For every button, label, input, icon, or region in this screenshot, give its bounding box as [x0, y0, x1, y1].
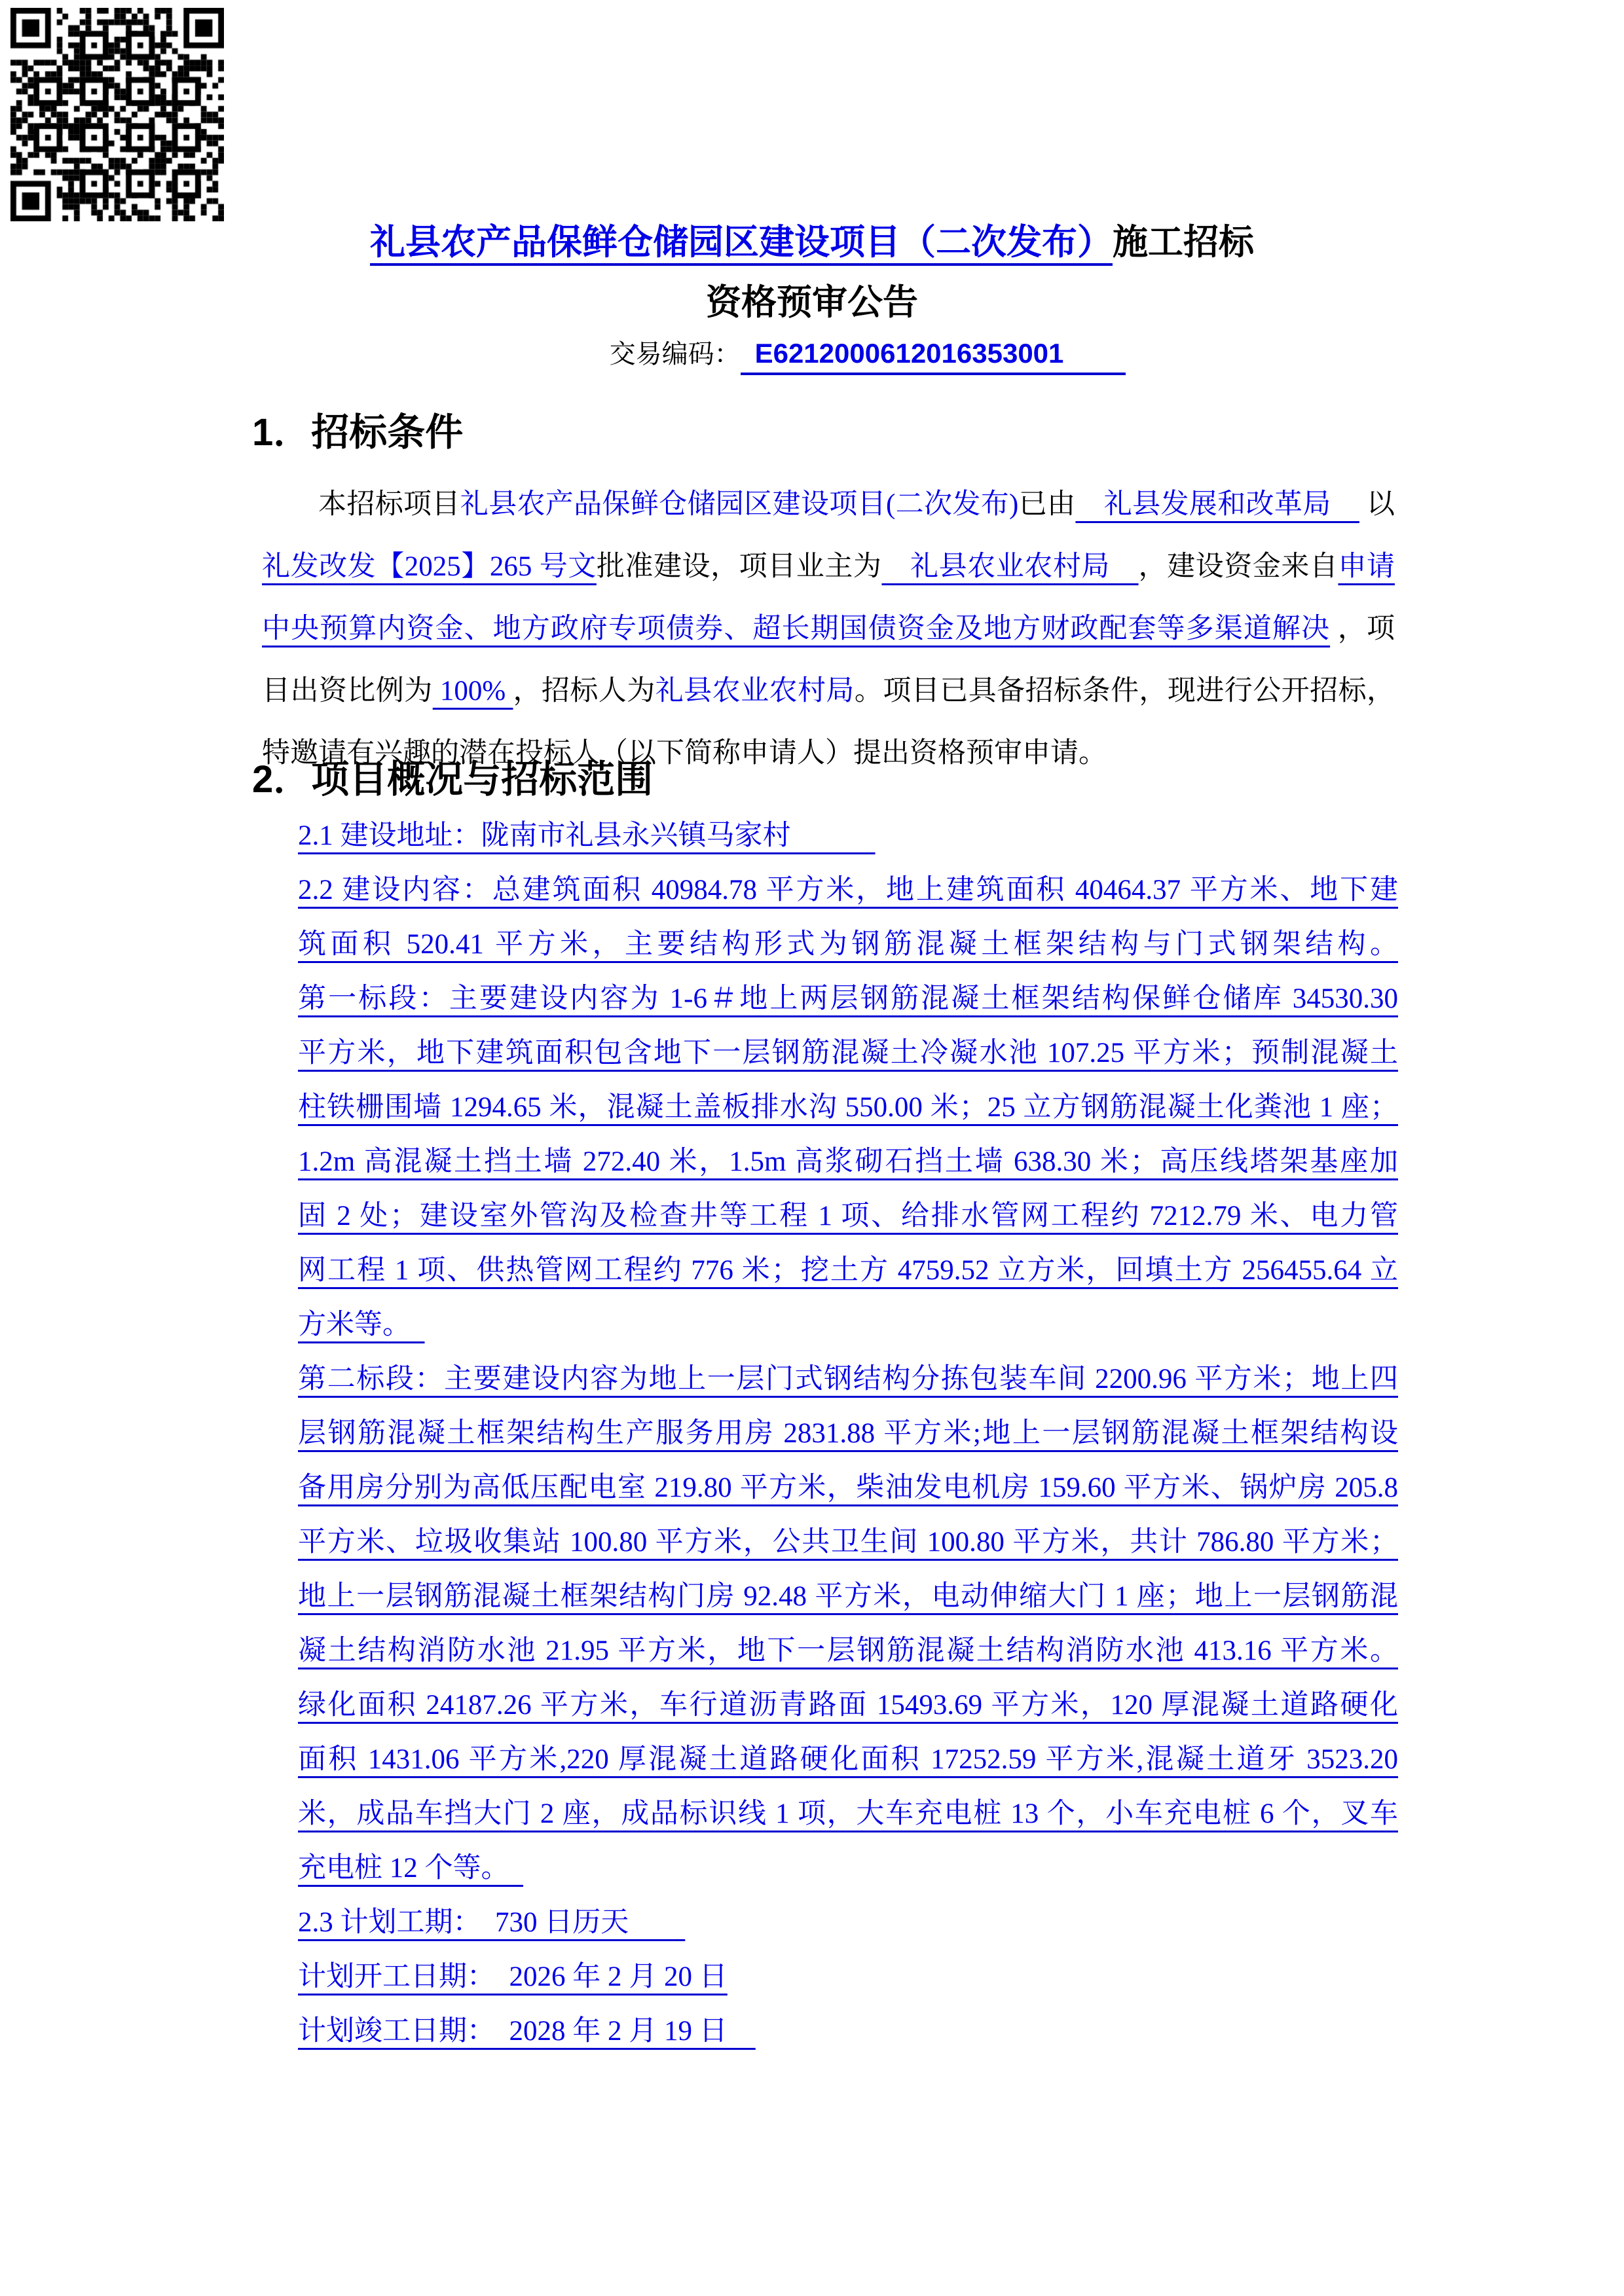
underlined-link-text: 地上一层钢筋混凝土框架结构门房 92.48 平方米，电动伸缩大门 1 座；地上一层钢筋混: [298, 1581, 1398, 1612]
text-line: [262, 660, 1395, 722]
text-line: [298, 1461, 1398, 1515]
text-black: 目出资比例为: [262, 676, 433, 706]
underlined-link-text: 层钢筋混凝土框架结构生产服务用房 2831.88 平方米;地上一层钢筋混凝土框架结构设: [298, 1418, 1398, 1449]
text-line: [298, 1624, 1398, 1678]
underlined-link-text: 固 2 处；建设室外管沟及检查井等工程 1 项、给排水管网工程约 7212.79 米、电力管: [298, 1201, 1398, 1231]
qr-code: [10, 8, 224, 221]
text-line: [298, 1189, 1398, 1243]
text-line: [298, 1243, 1398, 1298]
text-line: [298, 1678, 1398, 1732]
section2-body: [298, 809, 1398, 2058]
underlined-link-text: 礼县发展和改革局: [1075, 489, 1359, 520]
underlined-link-text: 中央预算内资金、地方政府专项债券、超长期国债资金及地方财政配套等多渠道解决: [262, 613, 1331, 644]
underlined-link-text: 计划开工日期： 2026 年 2 月 20 日: [298, 1961, 728, 1992]
underlined-link-text: 申请: [1338, 551, 1395, 582]
underlined-link-text: 2.1 建设地址：陇南市礼县永兴镇马家村: [298, 820, 876, 851]
underlined-link-text: 网工程 1 项、供热管网工程约 776 米；挖土方 4759.52 立方米，回填土方 256455.64 立: [298, 1255, 1398, 1286]
underlined-link-text: 2.2 建设内容：总建筑面积 40984.78 平方米，地上建筑面积 40464.37 平方米、地下建: [298, 875, 1398, 905]
text-line: [298, 1080, 1398, 1135]
underlined-link-text: 备用房分别为高低压配电室 219.80 平方米，柴油发电机房 159.60 平方米、锅炉房 205.8: [298, 1472, 1398, 1503]
title-project-name: 礼县农产品保鲜仓储园区建设项目（二次发布）: [370, 223, 1113, 262]
underlined-link-text: 计划竣工日期： 2028 年 2 月 19 日: [298, 2016, 756, 2047]
text-line: [298, 809, 1398, 863]
document-subtitle: 资格预审公告: [706, 283, 918, 322]
text-line: [298, 1787, 1398, 1841]
text-black: 特邀请有兴趣的潜在投标人（以下简称申请人）提出资格预审申请。: [262, 738, 1107, 769]
title-suffix: 施工招标: [1113, 223, 1254, 262]
text-line: [298, 1026, 1398, 1080]
text-black: ，招标人为: [513, 676, 655, 706]
trade-code-row: [56, 331, 1624, 376]
underlined-link-text: 凝土结构消防水池 21.95 平方米，地下一层钢筋混凝土结构消防水池 413.16 平方米。: [298, 1635, 1398, 1666]
trade-code-label: 交易编码：: [609, 339, 741, 369]
underlined-link-text: 充电桩 12 个等。: [298, 1853, 523, 1884]
text-blue: 礼县农产品保鲜仓储园区建设项目(二次发布): [460, 489, 1019, 520]
underlined-link-text: 1.2m 高混凝土挡土墙 272.40 米，1.5m 高浆砌石挡土墙 638.30 米；高压线塔架基座加: [298, 1146, 1398, 1177]
text-line: [298, 1732, 1398, 1787]
text-line: [298, 1841, 1398, 1895]
underlined-link-text: 礼发改发【2025】265 号文: [262, 551, 597, 582]
text-black: 本招标项目: [318, 489, 460, 520]
text-line: [298, 1895, 1398, 1950]
text-black: ，项: [1330, 613, 1395, 644]
underlined-link-text: 第一标段：主要建设内容为 1-6＃地上两层钢筋混凝土框架结构保鲜仓储库 34530.30: [298, 983, 1398, 1014]
text-line: [298, 1352, 1398, 1406]
underlined-link-text: 平方米、垃圾收集站 100.80 平方米，公共卫生间 100.80 平方米，共计 786.80 平方米；: [298, 1527, 1398, 1558]
text-line: [298, 1515, 1398, 1569]
text-line: [298, 1406, 1398, 1461]
text-line: [262, 598, 1395, 660]
section1-paragraph: [262, 473, 1395, 784]
trade-code-value: E6212000612016353001: [741, 338, 1126, 375]
text-black: 。项目已具备招标条件，现进行公开招标，: [854, 676, 1395, 706]
text-line: [298, 917, 1398, 972]
underlined-link-text: 2.3 计划工期： 730 日历天: [298, 1907, 686, 1938]
document-title: [0, 215, 1624, 270]
underlined-link-text: 绿化面积 24187.26 平方米，车行道沥青路面 15493.69 平方米，120 厚混凝土道路硬化: [298, 1690, 1398, 1721]
text-line: [298, 863, 1398, 917]
underlined-link-text: 100%: [432, 676, 513, 706]
text-line: [262, 473, 1395, 536]
text-line: [298, 2004, 1398, 2058]
text-line: [262, 536, 1395, 598]
text-line: [298, 1569, 1398, 1624]
text-line: [298, 972, 1398, 1026]
section1-heading: 1．招标条件: [252, 411, 464, 454]
text-black: 以: [1359, 489, 1395, 520]
text-line: [298, 1298, 1398, 1352]
text-line: [298, 1135, 1398, 1189]
section2-heading: 2．项目概况与招标范围: [252, 758, 654, 801]
underlined-link-text: 第二标段：主要建设内容为地上一层门式钢结构分拣包装车间 2200.96 平方米；地上四: [298, 1364, 1398, 1394]
text-black: ，建设资金来自: [1138, 551, 1338, 582]
text-black: 已由: [1018, 489, 1076, 520]
underlined-link-text: 柱铁栅围墙 1294.65 米，混凝土盖板排水沟 550.00 米；25 立方钢筋混凝土化粪池 1 座；: [298, 1092, 1398, 1123]
underlined-link-text: 平方米，地下建筑面积包含地下一层钢筋混凝土冷凝水池 107.25 平方米；预制混凝土: [298, 1038, 1398, 1068]
text-black: 批准建设，项目业主为: [596, 551, 882, 582]
underlined-link-text: 面积 1431.06 平方米,220 厚混凝土道路硬化面积 17252.59 平方米,混凝土道牙 3523.20: [298, 1744, 1398, 1775]
text-blue: 礼县农业农村局: [655, 676, 855, 706]
underlined-link-text: 米，成品车挡大门 2 座，成品标识线 1 项，大车充电桩 13 个，小车充电桩 6 个，叉车: [298, 1798, 1398, 1829]
underlined-link-text: 筑面积 520.41 平方米，主要结构形式为钢筋混凝土框架结构与门式钢架结构。: [298, 929, 1398, 960]
text-line: [298, 1950, 1398, 2004]
underlined-link-text: 礼县农业农村局: [881, 551, 1139, 582]
underlined-link-text: 方米等。: [298, 1309, 425, 1340]
